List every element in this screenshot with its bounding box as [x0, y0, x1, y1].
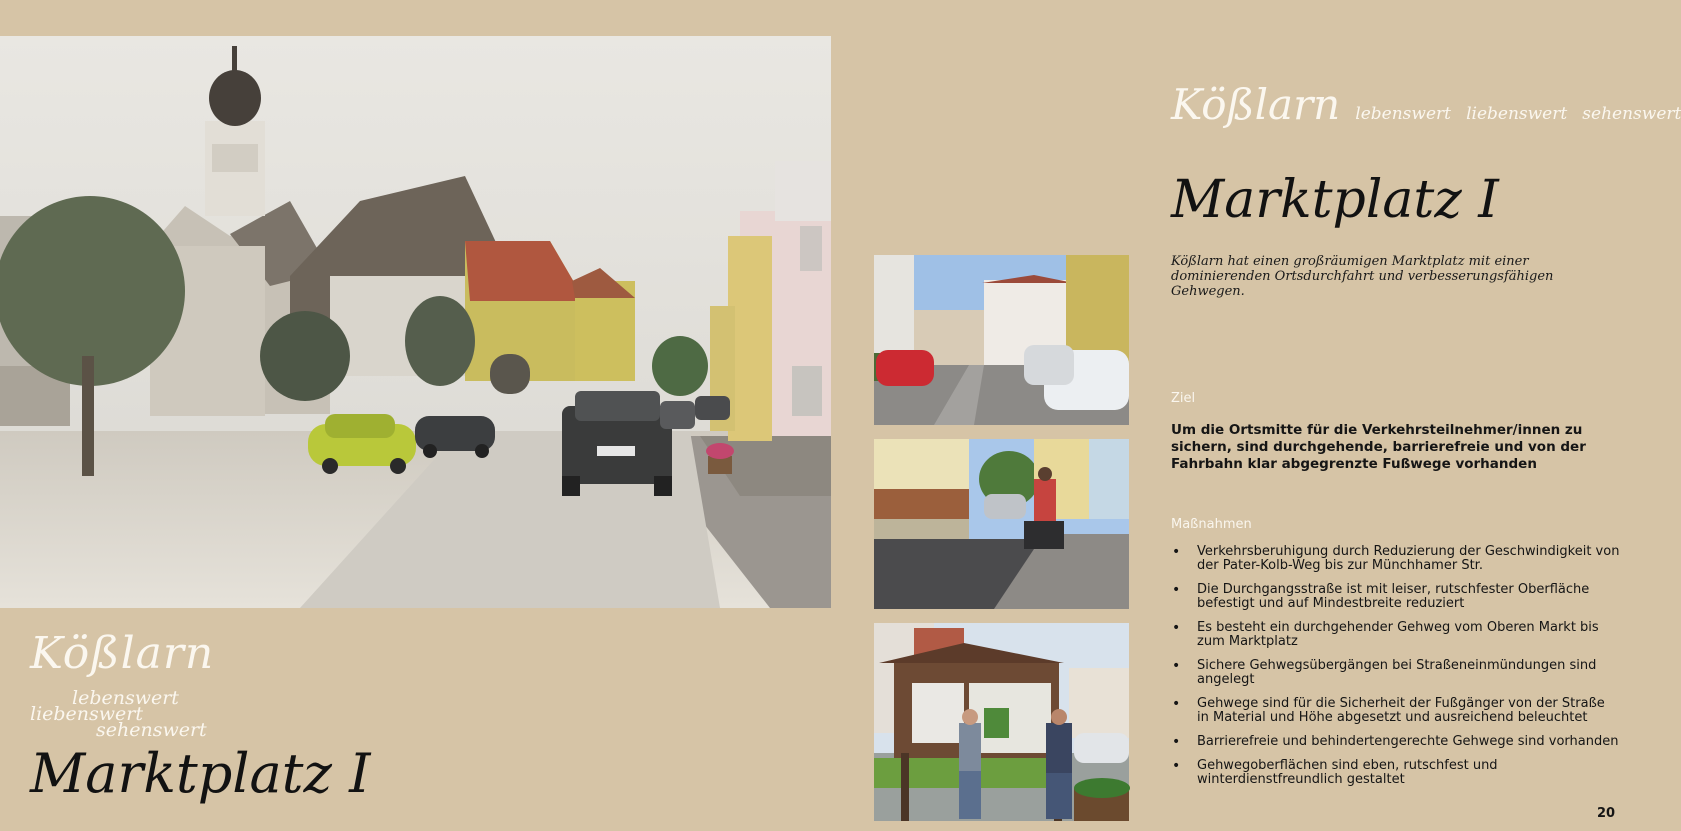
list-item: • Sichere Gehwegsübergängen bei Straßeneinmündungen sind angelegt [1165, 659, 1620, 687]
list-item: • Es besteht ein durchgehender Gehweg vom Oberen Markt bis zum Marktplatz [1165, 621, 1620, 649]
list-item: • Gehwege sind für die Sicherheit der Fußgänger von der Straße in Material und Höhe abgesetzt und ausreichend beleuchtet [1165, 697, 1620, 725]
intro-text: Kößlarn hat einen großräumigen Marktplatz mit einer dominierenden Ortsdurchfahrt und verbesserungsfähigen Gehwegen. [1171, 254, 1554, 299]
street-photo-2 [874, 439, 1129, 609]
brand-header-right [1171, 80, 1681, 129]
tagline-right-2: liebenswert [1466, 104, 1568, 124]
tagline-right-3: sehenswert [1582, 104, 1681, 124]
page-title-left: Marktplatz I [30, 742, 371, 805]
list-item: • Die Durchgangsstraße ist mit leiser, rutschfester Oberfläche befestigt und auf Mindestbreite reduziert [1165, 583, 1620, 611]
massnahmen-heading: Maßnahmen [1171, 517, 1252, 532]
brand-name-right: Kößlarn [1171, 80, 1341, 129]
street-photo-1 [874, 255, 1129, 425]
tagline-lebenswert: lebenswert [72, 687, 179, 709]
street-photo-3 [874, 623, 1129, 821]
page-number: 20 [1597, 806, 1616, 821]
tagline-liebenswert: liebenswert [30, 703, 144, 725]
list-item: • Gehwegoberflächen sind eben, rutschfest und winterdienstfreundlich gestaltet [1165, 759, 1620, 787]
massnahmen-list [1165, 545, 1620, 797]
ziel-text: Um die Ortsmitte für die Verkehrsteilnehmer/innen zu sichern, sind durchgehende, barrierefreie und von der Fahrbahn klar abgegrenzte Fußwege vorhanden [1171, 422, 1586, 472]
brand-name-left: Kößlarn [30, 628, 215, 679]
main-photo [0, 36, 831, 608]
list-item: • Barrierefreie und behindertengerechte Gehwege sind vorhanden [1165, 735, 1620, 749]
tagline-right-1: lebenswert [1355, 104, 1451, 124]
page-title-right: Marktplatz I [1171, 170, 1499, 230]
list-item: • Verkehrsberuhigung durch Reduzierung der Geschwindigkeit von der Pater-Kolb-Weg bis zur Münchhamer Str. [1165, 545, 1620, 573]
tagline-sehenswert: sehenswert [96, 719, 207, 741]
ziel-heading: Ziel [1171, 391, 1196, 406]
